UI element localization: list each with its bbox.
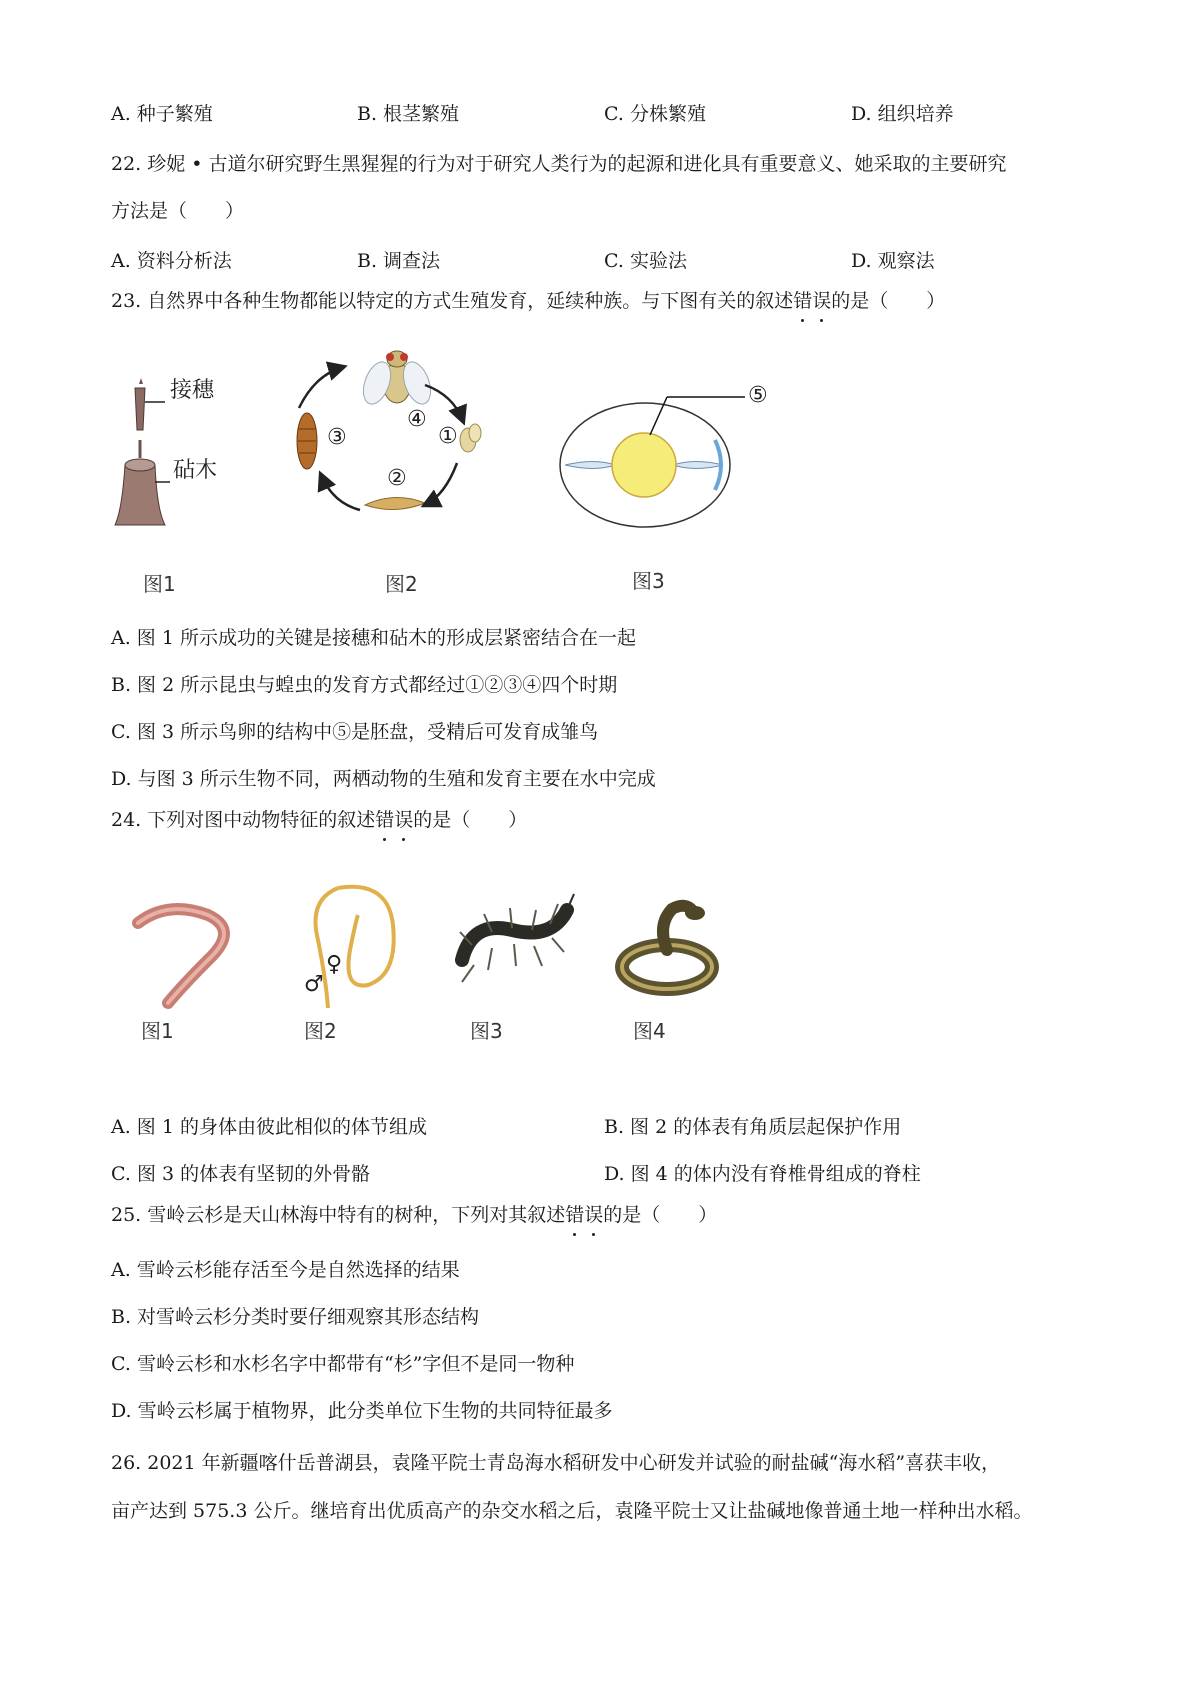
q23-figure-3-caption: 图3 [632, 569, 665, 593]
q22-option-b: B. 调查法 [357, 250, 441, 272]
q25-option-c: C. 雪岭云杉和水杉名字中都带有“杉”字但不是同一物种 [111, 1353, 575, 1375]
q25-stem-tail: 的是（ ） [603, 1204, 718, 1226]
q25-option-d: D. 雪岭云杉属于植物界，此分类单位下生物的共同特征最多 [111, 1400, 613, 1422]
stage-1-label: ① [438, 424, 458, 449]
stage-2-label: ② [387, 466, 407, 491]
rootstock-label: 砧木 [173, 458, 218, 483]
q24-figure-1-caption: 图1 [141, 1019, 174, 1043]
earthworm-illustration [128, 895, 253, 1010]
female-symbol: ♀ [326, 952, 343, 977]
q21-option-b: B. 根茎繁殖 [357, 103, 460, 125]
fly-adult-icon [358, 351, 436, 408]
q23-figure-2 [285, 333, 505, 543]
q23-option-d: D. 与图 3 所示生物不同，两栖动物的生殖和发育主要在水中完成 [111, 768, 656, 790]
q22-option-d: D. 观察法 [851, 250, 935, 272]
q24-emphasis-char: 误 [394, 806, 413, 834]
q22-stem-line2: 方法是（ ） [111, 200, 245, 222]
q24-figure-2-caption: 图2 [304, 1019, 337, 1043]
q25-option-b: B. 对雪岭云杉分类时要仔细观察其形态结构 [111, 1306, 480, 1328]
stage-4-label: ④ [407, 407, 427, 432]
q24-figure-3-caption: 图3 [470, 1019, 503, 1043]
q22-option-c: C. 实验法 [604, 250, 687, 272]
q23-figure-1-caption: 图1 [143, 572, 176, 596]
q23-option-c: C. 图 3 所示鸟卵的结构中⑤是胚盘，受精后可发育成雏鸟 [111, 721, 599, 743]
q26-stem-line2: 亩产达到 575.3 公斤。继培育出优质高产的杂交水稻之后，袁隆平院士又让盐碱地像普通土地一样种出水稻。 [111, 1500, 1033, 1522]
q24-option-b: B. 图 2 的体表有角质层起保护作用 [604, 1116, 902, 1138]
germinal-disc-marker: ⑤ [748, 383, 768, 408]
q23-option-a: A. 图 1 所示成功的关键是接穗和砧木的形成层紧密结合在一起 [111, 627, 636, 649]
q21-option-d: D. 组织培养 [851, 103, 954, 125]
q24-stem-text: 24. 下列对图中动物特征的叙述 [111, 809, 376, 831]
q23-figure-1 [105, 370, 255, 540]
q24-stem [111, 806, 527, 834]
q23-option-b: B. 图 2 所示昆虫与蝗虫的发育方式都经过①②③④四个时期 [111, 674, 618, 696]
fly-egg-icon [460, 424, 481, 452]
q25-stem-text: 25. 雪岭云杉是天山林海中特有的树种，下列对其叙述 [111, 1204, 566, 1226]
q21-option-c: C. 分株繁殖 [604, 103, 706, 125]
q25-option-a: A. 雪岭云杉能存活至今是自然选择的结果 [111, 1259, 460, 1281]
insect-life-cycle-illustration [285, 333, 505, 543]
q23-stem-tail: 的是（ ） [831, 290, 946, 312]
male-symbol: ♂ [304, 972, 324, 997]
q24-figure-2 [298, 880, 418, 1010]
q23-figure-2-caption: 图2 [385, 572, 418, 596]
q24-figure-3 [452, 890, 577, 1005]
q24-option-a: A. 图 1 的身体由彼此相似的体节组成 [111, 1116, 427, 1138]
fly-larva-icon [365, 497, 425, 509]
q24-emphasis-char: 错 [375, 806, 394, 834]
q24-stem-tail: 的是（ ） [413, 809, 528, 831]
stage-3-label: ③ [327, 425, 347, 450]
q25-emphasis-char: 误 [584, 1201, 603, 1229]
q25-emphasis-char: 错 [565, 1201, 584, 1229]
fly-pupa-icon [297, 413, 317, 469]
q22-stem-line1: 22. 珍妮 • 古道尔研究野生黑猩猩的行为对于研究人类行为的起源和进化具有重要意义、她采取的主要研究 [111, 153, 1007, 175]
q23-figure-3 [555, 380, 785, 540]
q24-option-c: C. 图 3 的体表有坚韧的外骨骼 [111, 1163, 371, 1185]
q21-option-a: A. 种子繁殖 [111, 103, 213, 125]
scion-label: 接穗 [170, 378, 215, 403]
q23-emphasis-char: 错 [793, 287, 812, 315]
q24-figure-4-caption: 图4 [633, 1019, 666, 1043]
q23-stem-text: 23. 自然界中各种生物都能以特定的方式生殖发育，延续种族。与下图有关的叙述 [111, 290, 794, 312]
snake-illustration [612, 895, 727, 1005]
centipede-illustration [452, 890, 577, 1005]
q26-stem-line1: 26. 2021 年新疆喀什岳普湖县，袁隆平院士青岛海水稻研发中心研发并试验的耐盐碱“海水稻”喜获丰收， [111, 1452, 1001, 1474]
q23-emphasis-char: 误 [812, 287, 831, 315]
q24-figure-4 [612, 895, 727, 1005]
q22-option-a: A. 资料分析法 [111, 250, 232, 272]
q24-figure-1 [128, 895, 253, 1010]
q25-stem [111, 1201, 717, 1229]
q23-stem [111, 287, 945, 315]
q24-option-d: D. 图 4 的体内没有脊椎骨组成的脊柱 [604, 1163, 921, 1185]
